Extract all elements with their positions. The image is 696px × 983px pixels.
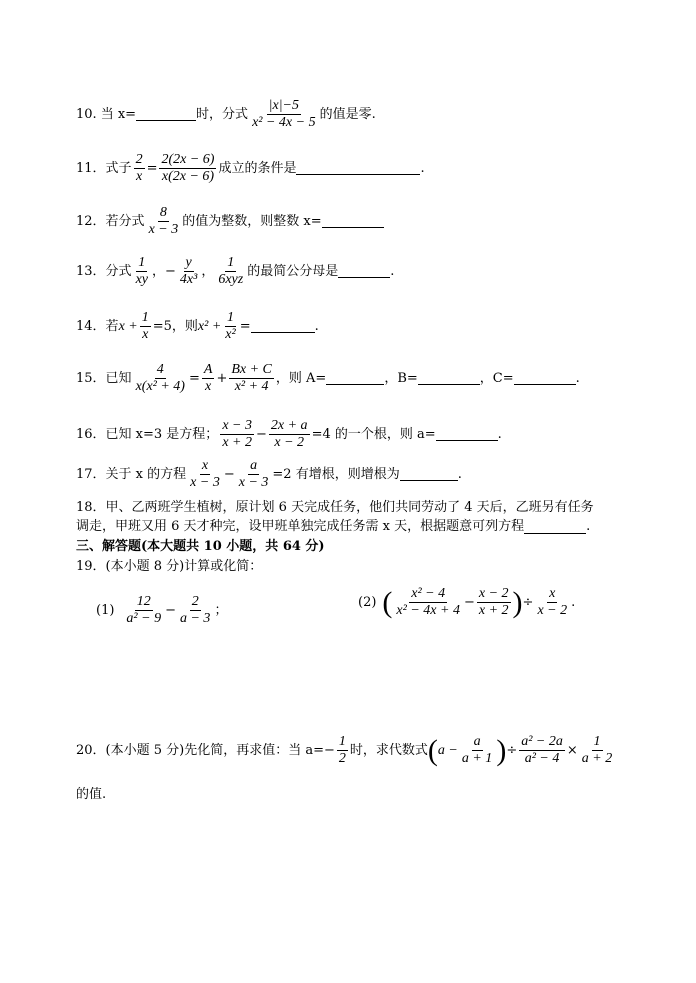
fraction: $\frac{a}{a + 1}$	[461, 734, 493, 766]
fraction: $\frac{8}{x - 3}$	[148, 205, 179, 237]
right-paren: )	[512, 585, 523, 619]
answer-blank-b[interactable]	[418, 372, 480, 385]
fraction: $\frac{2}{x}$	[135, 152, 143, 184]
fraction: $\frac{|x|-5}{\text{x² − 4x − 5}}$	[252, 98, 316, 130]
left-paren: (	[382, 585, 393, 619]
fraction: $\frac{x - 2}{x + 2}$	[478, 586, 509, 618]
fraction: $\frac{2}{a - 3}$	[179, 594, 211, 626]
fraction: $\frac{1}{2}$	[338, 734, 346, 766]
question-19-part-2: (2) ( $\frac{\text{x² − 4}}{\text{x² − 4x + 4}}$ − $\frac{x - 2}{x + 2}$ ) ÷ $\frac{x}{x - 2}$ .	[358, 585, 576, 619]
question-14: 14． 若 x + $\frac{1}{x}$ =5，则 x² + $\frac{1}{\text{x²}}$ = .	[76, 310, 319, 342]
question-16: 16． 已知 x=3 是方程； $\frac{x - 3}{x + 2}$ − $\frac{2x + a}{x - 2}$ =4 的一个根，则 a= .	[76, 418, 502, 450]
answer-blank-c[interactable]	[514, 372, 576, 385]
question-10: 10. 当 x= 时，分式 $\frac{|x|-5}{\text{x² − 4x − 5}}$ 的值是零.	[76, 98, 376, 130]
fraction: $\frac{1}{xy}$	[135, 255, 148, 287]
right-paren: )	[496, 733, 507, 767]
fraction: $\frac{2x + a}{x - 2}$	[270, 418, 308, 450]
question-13: 13． 分式 $\frac{1}{xy}$ ，− $\frac{y}{\text{4x³}}$ ， $\frac{1}{\text{6xyz}}$ 的最简公分母是 .	[76, 255, 395, 287]
answer-blank[interactable]	[296, 162, 420, 175]
fraction: $\frac{Bx + C}{\text{x² + 4}}$	[231, 362, 272, 394]
question-20: 20．(本小题 5 分)先化简，再求值：当 a=− $\frac{1}{2}$ 时，求代数式 ( a − $\frac{a}{a + 1}$ ) ÷ $\frac{\text{a² − 2a}}{\text{a² − 4}}$ × $\frac{1}{a + 2}$	[76, 733, 613, 767]
section-heading: 三、解答题(本大题共 10 小题，共 64 分)	[76, 539, 325, 554]
answer-blank[interactable]	[338, 265, 390, 278]
answer-blank[interactable]	[400, 468, 458, 481]
fraction: $\frac{1}{\text{x²}}$	[225, 310, 236, 342]
fraction: $\frac{a}{x - 3}$	[238, 458, 269, 490]
fraction: $\frac{x}{x - 3}$	[190, 458, 220, 490]
fraction: $\frac{4}{\text{x(x² + 4)}}$	[135, 362, 185, 394]
fraction: $\frac{y}{\text{4x³}}$	[179, 255, 198, 287]
question-19-part-1: (1) $\frac{12}{\text{a² − 9}}$ − $\frac{2}{a - 3}$ ；	[96, 594, 228, 626]
answer-blank[interactable]	[251, 320, 315, 333]
question-18-line1: 18．甲、乙两班学生植树，原计划 6 天完成任务，他们共同劳动了 4 天后，乙班另有任务	[76, 500, 594, 515]
fraction: $\frac{1}{\text{6xyz}}$	[218, 255, 244, 287]
fraction: $\frac{1}{a + 2}$	[581, 734, 613, 766]
answer-blank[interactable]	[524, 521, 586, 534]
answer-blank[interactable]	[436, 428, 498, 441]
answer-blank[interactable]	[322, 215, 384, 228]
answer-blank[interactable]	[136, 108, 196, 121]
left-paren: (	[427, 733, 438, 767]
question-number: 10.	[76, 106, 97, 122]
fraction: $\frac{1}{x}$	[141, 310, 149, 342]
question-17: 17． 关于 x 的方程 $\frac{x}{x - 3}$ − $\frac{a}{x - 3}$ =2 有增根，则增根为 .	[76, 458, 462, 490]
question-12: 12． 若分式 $\frac{8}{x - 3}$ 的值为整数，则整数 x=	[76, 205, 384, 238]
fraction: $\frac{x}{x - 2}$	[537, 586, 568, 618]
fraction: $\frac{2(2x - 6)}{x(2x - 6)}$	[161, 152, 215, 184]
question-18-line2: 调走，甲班又用 6 天才种完，设甲班单独完成任务需 x 天，根据题意可列方程 .	[76, 519, 591, 534]
question-15: 15． 已知 $\frac{4}{\text{x(x² + 4)}}$ = $\frac{A}{x}$ + $\frac{Bx + C}{\text{x² + 4}}$ ，则 A= ，B= ，C= .	[76, 362, 580, 394]
question-11: 11． 式子 $\frac{2}{x}$ = $\frac{2(2x - 6)}{x(2x - 6)}$ 成立的条件是 .	[76, 152, 425, 184]
fraction: $\frac{12}{\text{a² − 9}}$	[126, 594, 162, 626]
question-20-line2: 的值.	[76, 787, 107, 802]
fraction: $\frac{\text{a² − 2a}}{\text{a² − 4}}$	[521, 734, 563, 766]
fraction: $\frac{A}{x}$	[203, 362, 213, 394]
fraction: $\frac{x - 3}{x + 2}$	[222, 418, 252, 450]
question-19-header: 19．(本小题 8 分)计算或化简：	[76, 559, 263, 574]
fraction: $\frac{\text{x² − 4}}{\text{x² − 4x + 4}}$	[396, 586, 460, 618]
answer-blank-a[interactable]	[326, 372, 384, 385]
